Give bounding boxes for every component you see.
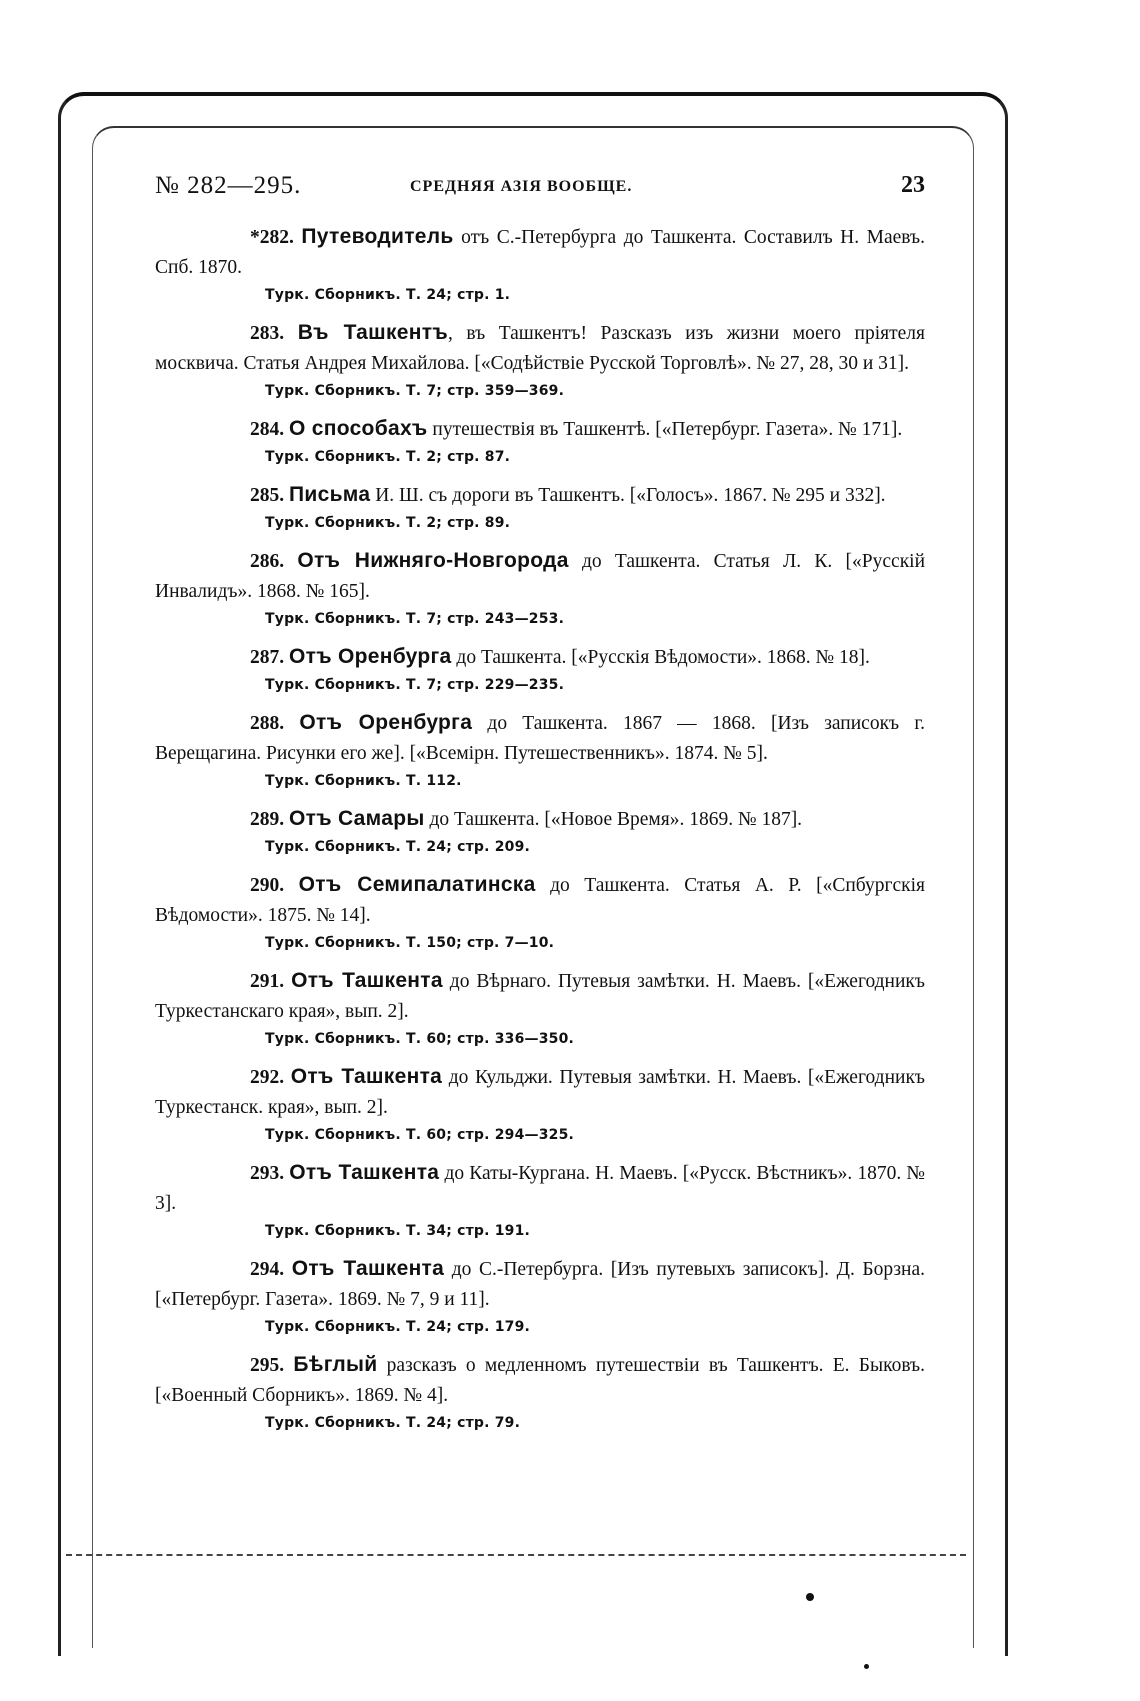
- entry-keyword: Отъ Нижняго-Новгорода: [297, 549, 569, 572]
- entry-text: до Ташкента. [«Русскія Вѣдомости». 1868. № 18].: [451, 647, 870, 668]
- entry-text: отъ С.-Петербурга до Ташкента. Составилъ Н. Маевъ. Спб. 1870.: [155, 227, 925, 278]
- bibliography-entry: [155, 480, 925, 535]
- entry-body: [155, 1254, 925, 1315]
- bibliography-entry: [155, 1254, 925, 1339]
- entry-keyword: Отъ Оренбурга: [289, 645, 452, 668]
- ink-speck: [864, 1664, 869, 1669]
- entry-body: [155, 414, 925, 445]
- ink-speck: [806, 1593, 814, 1601]
- running-title: СРЕДНЯЯ АЗІЯ ВООБЩЕ.: [410, 178, 633, 195]
- bibliography-entry: [155, 1062, 925, 1147]
- entry-text: до Ташкента. Статья А. Р. [«Спбургскія Вѣдомости». 1875. № 14].: [155, 875, 925, 926]
- entry-keyword: Отъ Ташкента: [291, 969, 443, 992]
- entry-text: до Кульджи. Путевыя замѣтки. Н. Маевъ. [«Ежегодникъ Туркестанск. края», вып. 2].: [155, 1067, 926, 1118]
- entry-keyword: Отъ Семипалатинска: [298, 873, 536, 896]
- entry-keyword: Отъ Самары: [289, 807, 425, 830]
- entry-number: 284.: [250, 419, 285, 440]
- entry-number: 286.: [250, 551, 285, 572]
- entry-source: Турк. Сборникъ. Т. 24; стр. 179.: [265, 1319, 531, 1335]
- page: [155, 172, 925, 1446]
- entry-source: Турк. Сборникъ. Т. 34; стр. 191.: [265, 1223, 531, 1239]
- entry-body: [155, 480, 925, 511]
- entry-number: 291.: [250, 971, 285, 992]
- bibliography-list: [155, 222, 925, 1435]
- bibliography-entry: [155, 1158, 925, 1243]
- bibliography-entry: [155, 546, 925, 631]
- entry-source: Турк. Сборникъ. Т. 2; стр. 87.: [265, 449, 511, 465]
- entry-source: Турк. Сборникъ. Т. 24; стр. 209.: [265, 839, 531, 855]
- entry-source: Турк. Сборникъ. Т. 150; стр. 7—10.: [265, 935, 555, 951]
- entry-text: до Каты-Кургана. Н. Маевъ. [«Русск. Вѣстникъ». 1870. № 3].: [155, 1163, 926, 1214]
- entry-source: Турк. Сборникъ. Т. 7; стр. 359—369.: [265, 383, 565, 399]
- entry-text: до С.-Петербурга. [Изъ путевыхъ записокъ]. Д. Борзна. [«Петербург. Газета». 1869. № 7, 9 и 11].: [155, 1259, 926, 1310]
- entry-text: до Ташкента. 1867 — 1868. [Изъ записокъ г. Верещагина. Рисунки его же]. [«Всемірн. Путешественникъ». 1874. № 5].: [155, 713, 926, 764]
- bibliography-entry: [155, 318, 925, 403]
- entry-source: Турк. Сборникъ. Т. 7; стр. 243—253.: [265, 611, 565, 627]
- entry-source: Турк. Сборникъ. Т. 60; стр. 336—350.: [265, 1031, 575, 1047]
- entry-keyword: Отъ Ташкента: [289, 1161, 440, 1184]
- entry-source: Турк. Сборникъ. Т. 24; стр. 1.: [265, 287, 511, 303]
- entry-body: [155, 222, 925, 283]
- entry-source: Турк. Сборникъ. Т. 7; стр. 229—235.: [265, 677, 565, 693]
- entry-text: до Ташкента. Статья Л. К. [«Русскій Инвалидъ». 1868. № 165].: [155, 551, 926, 602]
- entry-number: 290.: [250, 875, 285, 896]
- entry-keyword: Въ Ташкентъ: [297, 321, 448, 344]
- entry-keyword: Отъ Ташкента: [291, 1257, 445, 1280]
- entry-number: 283.: [250, 323, 285, 344]
- bibliography-entry: [155, 642, 925, 697]
- entry-body: [155, 318, 925, 379]
- entry-text: до Ташкента. [«Новое Время». 1869. № 187].: [424, 809, 803, 830]
- entry-number: 287.: [250, 647, 285, 668]
- entry-source: Турк. Сборникъ. Т. 2; стр. 89.: [265, 515, 511, 531]
- entry-keyword: Путеводитель: [301, 225, 454, 248]
- entry-number: *282.: [250, 227, 294, 248]
- bibliography-entry: [155, 804, 925, 859]
- entry-number: 292.: [250, 1067, 285, 1088]
- entry-number: 288.: [250, 713, 285, 734]
- entry-keyword: Отъ Ташкента: [290, 1065, 443, 1088]
- entry-body: [155, 804, 925, 835]
- entry-body: [155, 1158, 925, 1219]
- entry-body: [155, 642, 925, 673]
- entry-number: 294.: [250, 1259, 285, 1280]
- bibliography-entry: [155, 870, 925, 955]
- page-number: 23: [901, 172, 925, 198]
- bibliography-entry: [155, 414, 925, 469]
- entry-range: № 282—295.: [155, 172, 302, 199]
- entry-keyword: Бѣглый: [293, 1353, 378, 1376]
- entry-text: , въ Ташкентъ! Разсказъ изъ жизни моего пріятеля москвича. Статья Андрея Михайлова. [«Содѣйствіе Русской Торговлѣ». № 27, 28, 30 и 31].: [155, 323, 925, 374]
- entry-source: Турк. Сборникъ. Т. 60; стр. 294—325.: [265, 1127, 575, 1143]
- page-header: [155, 172, 925, 212]
- entry-number: 295.: [250, 1355, 285, 1376]
- entry-body: [155, 708, 925, 769]
- entry-number: 293.: [250, 1163, 285, 1184]
- entry-body: [155, 546, 925, 607]
- bibliography-entry: [155, 222, 925, 307]
- bibliography-entry: [155, 708, 925, 793]
- entry-source: Турк. Сборникъ. Т. 24; стр. 79.: [265, 1415, 521, 1431]
- bibliography-entry: [155, 1350, 925, 1435]
- entry-keyword: Письма: [289, 483, 371, 506]
- entry-number: 289.: [250, 809, 285, 830]
- bottom-dashed-rule: [66, 1554, 966, 1556]
- entry-source: Турк. Сборникъ. Т. 112.: [265, 773, 462, 789]
- entry-text: путешествія въ Ташкентѣ. [«Петербург. Газета». № 171].: [427, 419, 903, 440]
- entry-text: до Вѣрнаго. Путевыя замѣтки. Н. Маевъ. [«Ежегодникъ Туркестанскаго края», вып. 2].: [155, 971, 925, 1022]
- entry-keyword: Отъ Оренбурга: [299, 711, 473, 734]
- entry-body: [155, 1062, 925, 1123]
- entry-text: И. Ш. съ дороги въ Ташкентъ. [«Голосъ». 1867. № 295 и 332].: [370, 485, 886, 506]
- bibliography-entry: [155, 966, 925, 1051]
- entry-body: [155, 870, 925, 931]
- entry-body: [155, 1350, 925, 1411]
- entry-body: [155, 966, 925, 1027]
- entry-keyword: О способахъ: [289, 417, 428, 440]
- entry-text: разсказъ о медленномъ путешествіи въ Ташкентъ. Е. Быковъ. [«Военный Сборникъ». 1869. № 4].: [155, 1355, 926, 1406]
- entry-number: 285.: [250, 485, 285, 506]
